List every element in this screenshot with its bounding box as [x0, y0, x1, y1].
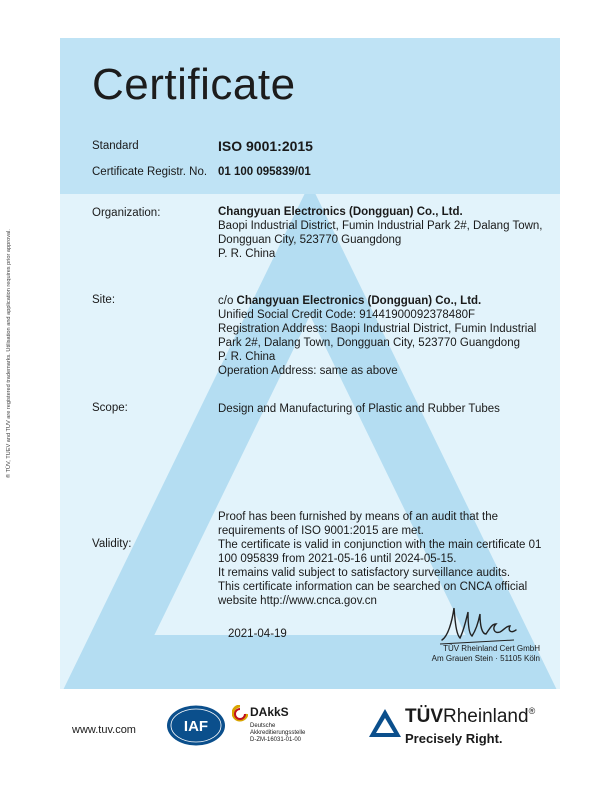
validity-line: This certificate information can be searched on CNCA official: [218, 581, 528, 593]
organization-label: Organization:: [92, 207, 161, 219]
trademark-note: ® TÜV, TUEV and TUV are registered trademarks. Utilisation and application requires prior approval.: [6, 229, 12, 478]
dakks-code: D-ZM-16031-01-00: [250, 737, 302, 743]
tuv-brand: [405, 706, 535, 728]
site-line: P. R. China: [218, 351, 276, 363]
dakks-logo: [232, 705, 340, 749]
svg-text:IAF: IAF: [183, 718, 209, 735]
organization-line: Dongguan City, 523770 Guangdong: [218, 234, 402, 246]
organization-line: P. R. China: [218, 248, 276, 260]
site-line: Operation Address: same as above: [218, 365, 398, 377]
validity-label: Validity:: [92, 538, 132, 550]
footer-url: www.tuv.com: [72, 724, 136, 736]
signature: [438, 600, 520, 648]
validity-line: 100 095839 from 2021-05-16 until 2024-05-15.: [218, 553, 457, 565]
validity-line: requirements of ISO 9001:2015 are met.: [218, 525, 424, 537]
registr-value: 01 100 095839/01: [218, 166, 311, 178]
validity-line: It remains valid subject to satisfactory surveillance audits.: [218, 567, 511, 579]
site-line: Registration Address: Baopi Industrial District, Fumin Industrial: [218, 323, 537, 335]
site-label: Site:: [92, 294, 116, 306]
site-name-line: [218, 294, 536, 308]
site-prefix: c/o: [218, 295, 237, 307]
iaf-logo: [165, 703, 227, 748]
tuv-part1: TÜV: [405, 706, 443, 727]
dakks-name: DAkkS: [250, 705, 289, 719]
issue-date: 2021-04-19: [228, 628, 287, 640]
site-block: [218, 294, 536, 378]
issuer-name: TÜV Rheinland Cert GmbH: [443, 644, 540, 653]
site-name: Changyuan Electronics (Dongguan) Co., Ltd.: [236, 295, 482, 307]
site-line: Park 2#, Dalang Town, Dongguan City, 523770 Guangdong: [218, 337, 520, 349]
site-line: Unified Social Credit Code: 91441900092378480F: [218, 309, 476, 321]
dakks-mark-icon: [232, 705, 248, 723]
validity-line: website http://www.cnca.gov.cn: [218, 595, 377, 607]
tuv-reg: ®: [528, 706, 536, 716]
organization-block: [218, 205, 543, 261]
scope-text: Design and Manufacturing of Plastic and Rubber Tubes: [218, 403, 500, 415]
organization-name: Changyuan Electronics (Dongguan) Co., Ltd.: [218, 206, 463, 218]
issuer-address: Am Grauen Stein · 51105 Köln: [431, 654, 540, 663]
validity-line: Proof has been furnished by means of an audit that the: [218, 511, 499, 523]
organization-line: Baopi Industrial District, Fumin Industrial Park 2#, Dalang Town,: [218, 220, 543, 232]
tuv-slogan: Precisely Right.: [405, 731, 503, 746]
validity-block: [218, 510, 541, 608]
scope-label: Scope:: [92, 402, 128, 414]
issuer-block: [390, 644, 540, 664]
certificate-title: Certificate: [92, 60, 296, 109]
dakks-line2: Akkreditierungsstelle: [250, 730, 306, 736]
registr-label: Certificate Registr. No.: [92, 166, 208, 178]
dakks-line1: Deutsche: [250, 723, 276, 729]
tuv-triangle-icon: [368, 708, 402, 738]
validity-line: The certificate is valid in conjunction with the main certificate 01: [218, 539, 542, 551]
standard-value: ISO 9001:2015: [218, 138, 313, 154]
tuv-part2: Rheinland: [443, 706, 529, 727]
standard-label: Standard: [92, 140, 139, 152]
